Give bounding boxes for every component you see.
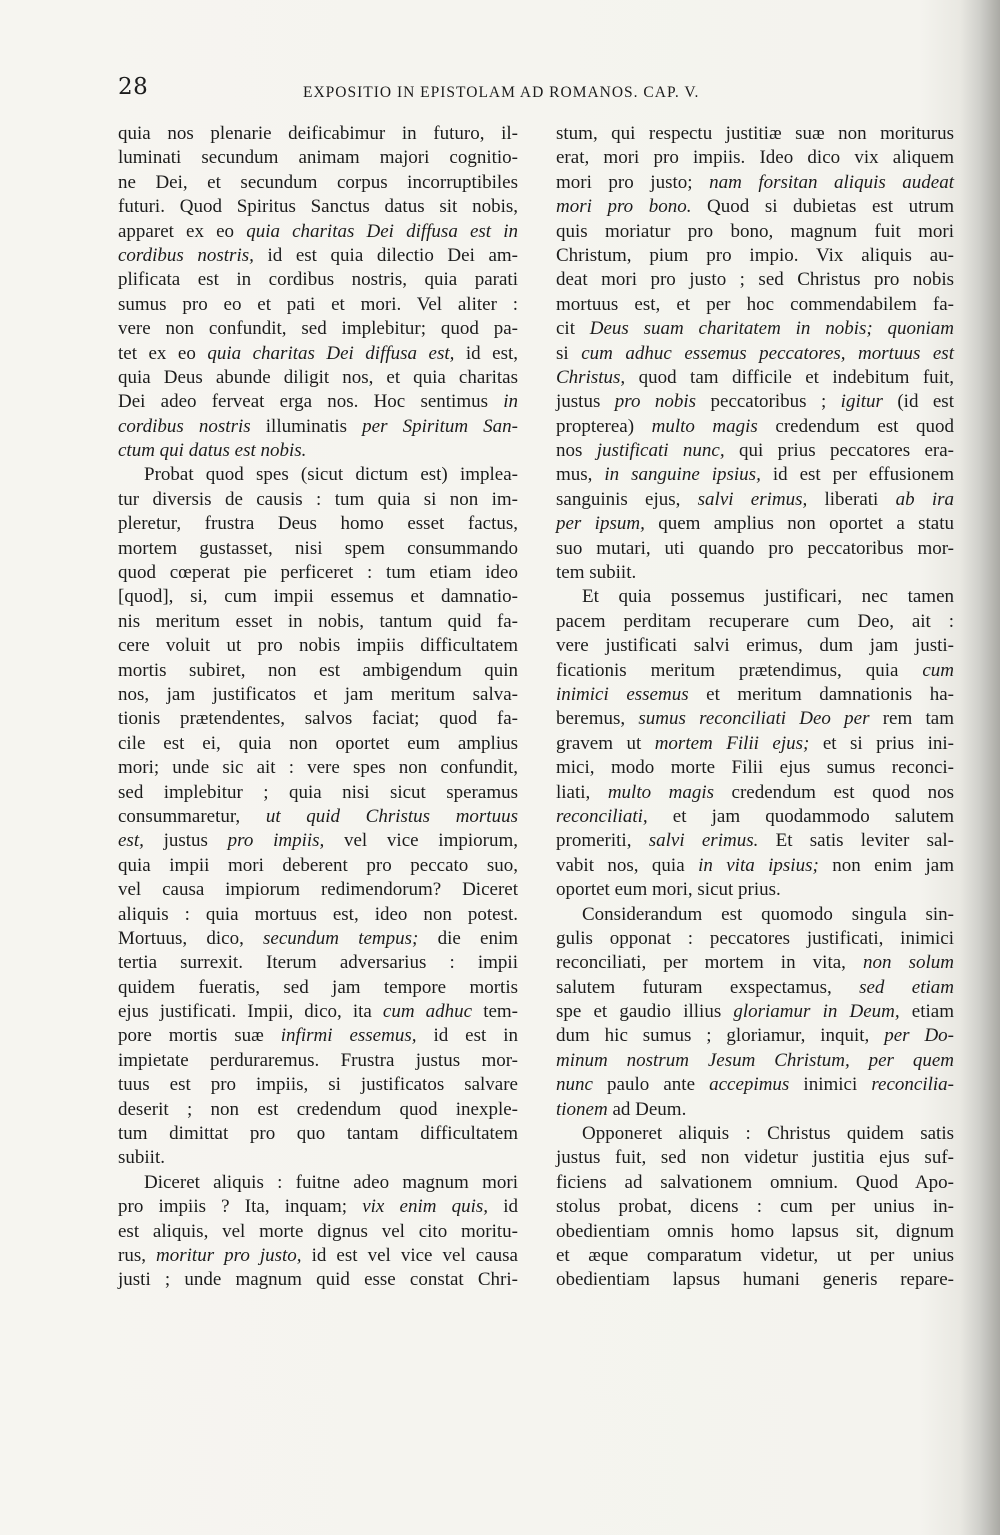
text-line [556,463,954,487]
text-line [118,878,518,902]
text-segment: qui prius peccatores era- [724,440,954,462]
italic-text-segment: cum adhuc essemus peccatores, mortuus est [581,342,954,364]
text-segment: justi ; unde magnum quid esse constat Chri- [118,1269,518,1291]
text-line [556,439,954,463]
text-line [556,146,954,170]
italic-text-segment: reconcilia- [871,1074,955,1096]
text-segment: vere non confundit, sed implebitur; quod pa- [118,318,518,340]
text-segment: cile est ei, quia non oportet eum amplius [118,732,518,754]
text-segment: quia nos plenarie deificabimur in futuro, il- [118,123,518,144]
italic-text-segment: igitur [840,391,883,413]
text-line [118,512,518,536]
italic-text-segment: est, [118,830,144,852]
text-segment: mus, [556,464,605,486]
text-line [556,268,954,292]
text-line [556,927,954,951]
text-line [118,707,518,731]
text-segment: mici, modo morte Filii ejus sumus reconci- [556,757,954,779]
italic-text-segment: minum nostrum Jesum Christum, per quem [556,1049,954,1071]
text-segment: id est, [454,342,519,364]
text-segment: oportet eum mori, sicut prius. [556,879,781,901]
text-segment: tur diversis de causis : tum quia si non im- [118,488,518,510]
text-segment: propterea) [556,415,652,437]
text-line [556,366,954,390]
text-line [556,561,954,585]
text-segment: tem subiit. [556,562,637,584]
text-line [118,951,518,975]
text-line [118,1098,518,1122]
text-line [118,732,518,756]
text-segment: quem amplius non oportet a statu [644,513,954,535]
text-segment: ficiens ad salvationem omnium. Quod Apo- [556,1171,954,1193]
text-line [556,976,954,1000]
page-header [118,74,952,106]
text-segment: credendum est quod nos [714,781,954,803]
text-segment: Opponeret aliquis : Christus quidem satis [582,1123,954,1145]
text-segment: justus fuit, sed non videtur justitia ejus suf- [556,1147,954,1169]
italic-text-segment: ctum qui datus est nobis. [118,440,307,462]
text-line [556,122,954,146]
text-line [118,1146,518,1170]
italic-text-segment: pro nobis [614,391,697,413]
text-segment: mortuus est, et per hoc commendabilem fa- [556,293,954,315]
text-line [556,1244,954,1268]
text-segment: reconciliati, per mortem in vita, [556,952,863,974]
text-line [556,195,954,219]
italic-text-segment: quia charitas Dei diffusa est in [246,220,518,242]
text-line [118,195,518,219]
text-line [556,707,954,731]
text-segment: quia impii mori deberent pro peccato suo, [118,854,518,876]
text-segment: salutem futuram exspectamus, [556,976,860,998]
italic-text-segment: sed etiam [859,976,954,998]
text-segment: consummaretur, [118,805,266,827]
text-segment: liberati [807,488,896,510]
text-segment: [quod], si, cum impii essemus et damnatio- [118,586,518,608]
italic-text-segment: nam forsitan aliquis audeat [709,171,954,193]
text-line [118,1220,518,1244]
text-segment: nis meritum esset in nobis, tantum quid fa- [118,610,518,632]
text-segment: impietate perduraremus. Frustra justus mor- [118,1049,518,1071]
text-line [118,488,518,512]
text-segment: tum dimittat pro quo tantam difficultatem [118,1123,518,1145]
text-line [118,293,518,317]
text-line [118,366,518,390]
text-segment: quod tam difficile et indebitum fuit, [625,366,954,388]
text-line [556,1195,954,1219]
text-segment: vel causa impiorum redimendorum? Diceret [118,879,518,901]
text-segment: stolus probat, dicens : cum per unius in- [556,1196,954,1218]
text-segment: ne Dei, et secundum corpus incorruptibiles [118,171,518,193]
text-segment: nos, jam justificatos et jam meritum salva- [118,683,518,705]
italic-text-segment: quia charitas Dei diffusa est, [207,342,455,364]
italic-text-segment: in vita ipsius; [698,854,819,876]
text-segment: Et quia possemus justificari, nec tamen [582,586,954,608]
text-segment: pro impiis ? Ita, inquam; [118,1196,363,1218]
text-line [556,1000,954,1024]
text-segment: paulo ante [592,1074,710,1096]
text-segment: quod cœperat pie perficeret : tum etiam ideo [118,562,518,584]
text-line [556,537,954,561]
text-segment: luminati secundum animam majori cognitio- [118,147,518,169]
italic-text-segment: moritur pro justo, [156,1244,302,1266]
text-segment: nos [556,440,597,462]
text-segment: erat, mori pro impiis. Ideo dico vix aliquem [556,147,954,169]
italic-text-segment: tionem [556,1098,608,1120]
text-line [556,171,954,195]
text-segment: et meritum damnationis ha- [688,683,954,705]
text-segment: obedientiam lapsus humani generis repare- [556,1269,954,1291]
text-segment: futuri. Quod Spiritus Sanctus datus sit nobis, [118,196,518,218]
text-line [556,683,954,707]
text-line [118,585,518,609]
text-segment: rus, [118,1244,157,1266]
text-segment: si [556,342,582,364]
text-segment: illuminatis [250,415,363,437]
text-line [118,244,518,268]
italic-text-segment: per Do- [884,1025,954,1047]
italic-text-segment: mori pro bono. [556,196,692,218]
italic-text-segment: multo magis [607,781,715,803]
text-line [556,293,954,317]
text-line [118,1000,518,1024]
text-line [118,561,518,585]
text-line [556,903,954,927]
italic-text-segment: vix enim quis, [362,1196,489,1218]
text-segment: (id est [882,391,954,413]
text-line [118,537,518,561]
text-line [118,1171,518,1195]
text-segment: cit [556,318,590,340]
text-segment: dum hic sumus ; gloriamur, inquit, [556,1025,885,1047]
text-line [118,976,518,1000]
italic-text-segment: justificati nunc, [596,440,725,462]
text-segment: Considerandum est quomodo singula sin- [582,903,954,925]
italic-text-segment: in [503,391,518,413]
italic-text-segment: ab ira [895,488,954,510]
text-segment: mori; unde sic ait : vere spes non confundit, [118,757,518,779]
text-line [556,610,954,634]
text-segment: Dei adeo ferveat erga nos. Hoc sentimus [118,391,504,413]
text-line [556,488,954,512]
text-line [118,756,518,780]
text-segment: die enim [418,927,519,949]
left-text-column [118,122,518,1293]
italic-text-segment: reconciliati, [556,805,648,827]
text-line [118,854,518,878]
text-line [556,1024,954,1048]
text-segment: tem- [472,1001,519,1023]
text-segment: Christum, pium pro impio. Vix aliquis au- [556,244,954,266]
italic-text-segment: salvi erimus, [697,488,808,510]
text-line [556,756,954,780]
italic-text-segment: accepimus [709,1074,790,1096]
text-segment: subiit. [118,1147,165,1169]
text-line [556,1073,954,1097]
text-segment: gulis opponat : peccatores justificati, inimici [556,927,954,949]
text-line [556,512,954,536]
text-segment: tet ex eo [118,342,208,364]
text-segment: vere justificati salvi erimus, dum jam justi- [556,635,954,657]
text-line [118,1073,518,1097]
italic-text-segment: non solum [863,952,954,974]
italic-text-segment: sumus reconciliati Deo per [638,708,870,730]
text-line [118,805,518,829]
text-line [118,122,518,146]
text-segment: tionis prætendentes, salvos faciat; quod fa- [118,708,518,730]
text-segment: Quod si dubietas est utrum [691,196,954,218]
text-segment: gravem ut [556,732,655,754]
italic-text-segment: cordibus nostris, [118,244,254,266]
text-segment: id est per effusionem [760,464,955,486]
text-segment: et jam quodammodo salutem [647,805,954,827]
text-line [556,805,954,829]
italic-text-segment: mortem Filii ejus; [654,732,810,754]
text-segment: sed implebitur ; quia nisi sicut speramus [118,781,518,803]
text-segment: obedientiam omnis homo lapsus sit, dignum [556,1220,954,1242]
text-segment: id est in [416,1025,519,1047]
text-segment: quia Deus abunde diligit nos, et quia charitas [118,366,518,388]
text-line [556,342,954,366]
text-segment: et si prius ini- [809,732,954,754]
text-line [556,1268,954,1292]
text-segment: tertia surrexit. Iterum adversarius : impii [118,952,518,974]
text-line [556,1171,954,1195]
italic-text-segment: nunc [556,1074,593,1096]
italic-text-segment: Deus suam charitatem in nobis; quoniam [589,318,954,340]
text-segment: pleretur, frustra Deus homo esset factus, [118,513,518,535]
text-line [118,610,518,634]
text-segment: mortem gustasset, nisi spem consummando [118,537,518,559]
text-segment: stum, qui respectu justitiæ suæ non moriturus [556,123,954,144]
text-line [118,829,518,853]
text-line [556,244,954,268]
text-line [556,634,954,658]
text-line [118,439,518,463]
text-line [118,146,518,170]
text-segment: deserit ; non est credendum quod inexple- [118,1098,518,1120]
text-segment: vel vice impiorum, [324,830,518,852]
text-line [118,268,518,292]
text-line [556,1122,954,1146]
italic-text-segment: per ipsum, [556,513,645,535]
text-line [118,1268,518,1292]
text-line [556,1098,954,1122]
text-segment: sumus pro eo et pati et mori. Vel aliter : [118,293,518,315]
text-segment: beremus, [556,708,639,730]
text-line [556,878,954,902]
text-line [556,220,954,244]
text-line [118,1244,518,1268]
text-line [556,732,954,756]
italic-text-segment: multo magis [651,415,758,437]
text-line [556,854,954,878]
text-segment: quidem fueratis, sed jam tempore mortis [118,976,518,998]
text-segment: justus [143,830,228,852]
text-segment: sanguinis ejus, [556,488,698,510]
text-segment: aliquis : quia mortuus est, ideo non potest. [118,903,518,925]
text-line [556,1146,954,1170]
italic-text-segment: cum [922,659,954,681]
text-line [118,220,518,244]
text-line [118,903,518,927]
text-segment: suo mutari, uti quando pro peccatoribus mor- [556,537,954,559]
text-segment: tuus est pro impiis, si justificatos salvare [118,1074,518,1096]
italic-text-segment: cum adhuc [382,1001,473,1023]
italic-text-segment: cordibus nostris [118,415,251,437]
text-line [556,585,954,609]
text-segment: promeriti, [556,830,649,852]
text-segment: ad Deum. [607,1098,687,1120]
text-line [556,317,954,341]
text-line [118,683,518,707]
text-segment: inimici [789,1074,872,1096]
text-segment: id est quia dilectio Dei am- [253,244,518,266]
italic-text-segment: ut quid Christus mortuus [265,805,518,827]
text-line [118,463,518,487]
text-line [118,1195,518,1219]
text-line [118,171,518,195]
running-title: EXPOSITIO IN EPISTOLAM AD ROMANOS. CAP. V. [303,84,700,101]
text-line [556,951,954,975]
text-line [556,1049,954,1073]
text-segment: pore mortis suæ [118,1025,281,1047]
text-line [118,1024,518,1048]
text-segment: et æque comparatum videtur, ut per unius [556,1244,954,1266]
text-line [118,1049,518,1073]
text-line [556,1220,954,1244]
text-line [118,927,518,951]
text-line [118,781,518,805]
text-segment: quis moriatur pro bono, magnum fuit mori [556,220,954,242]
text-segment: mortis subiret, non est ambigendum quin [118,659,518,681]
italic-text-segment: in sanguine ipsius, [604,464,761,486]
text-line [118,659,518,683]
text-line [556,781,954,805]
italic-text-segment: pro impiis, [227,830,325,852]
right-text-column [556,122,954,1293]
text-segment: vabit nos, quia [556,854,699,876]
text-line [118,1122,518,1146]
text-line [118,390,518,414]
text-segment: etiam [899,1001,954,1023]
text-segment: ficationis meritum prætendimus, quia [556,659,923,681]
italic-text-segment: per Spiritum San- [362,415,519,437]
text-segment: rem tam [869,708,955,730]
text-segment: id est vel vice vel causa [301,1244,518,1266]
text-segment: deat mori pro justo ; sed Christus pro nobis [556,269,954,291]
italic-text-segment: Christus, [556,366,626,388]
text-line [118,415,518,439]
text-segment: spe et gaudio illius [556,1001,734,1023]
text-segment: Diceret aliquis : fuitne adeo magnum mori [144,1171,518,1193]
text-line [556,415,954,439]
text-line [556,390,954,414]
text-segment: id [488,1196,518,1218]
italic-text-segment: salvi erimus. [648,830,759,852]
text-segment: justus [556,391,615,413]
italic-text-segment: infirmi essemus, [280,1025,417,1047]
text-line [556,829,954,853]
text-segment: liati, [556,781,608,803]
text-line [118,634,518,658]
text-segment: Probat quod spes (sicut dictum est) implea- [144,464,518,486]
page-number: 28 [118,74,149,100]
italic-text-segment: inimici essemus [556,683,689,705]
text-line [118,342,518,366]
italic-text-segment: gloriamur in Deum, [733,1001,900,1023]
text-line [556,659,954,683]
text-segment: mori pro justo; [556,171,710,193]
italic-text-segment: secundum tempus; [263,927,419,949]
text-segment: credendum est quod [757,415,954,437]
text-segment: est aliquis, vel morte dignus vel cito moritu- [118,1220,518,1242]
text-segment: Mortuus, dico, [118,927,264,949]
text-segment: plificata est in cordibus nostris, quia parati [118,269,518,291]
text-segment: apparet ex eo [118,220,247,242]
text-segment: non enim jam [818,854,954,876]
text-line [118,317,518,341]
text-segment: Et satis leviter sal- [758,830,955,852]
text-segment: ejus justificati. Impii, dico, ita [118,1001,383,1023]
text-segment: cere voluit ut pro nobis impiis difficultatem [118,635,518,657]
text-segment: peccatoribus ; [696,391,841,413]
text-segment: pacem perditam recuperare cum Deo, ait : [556,610,954,632]
